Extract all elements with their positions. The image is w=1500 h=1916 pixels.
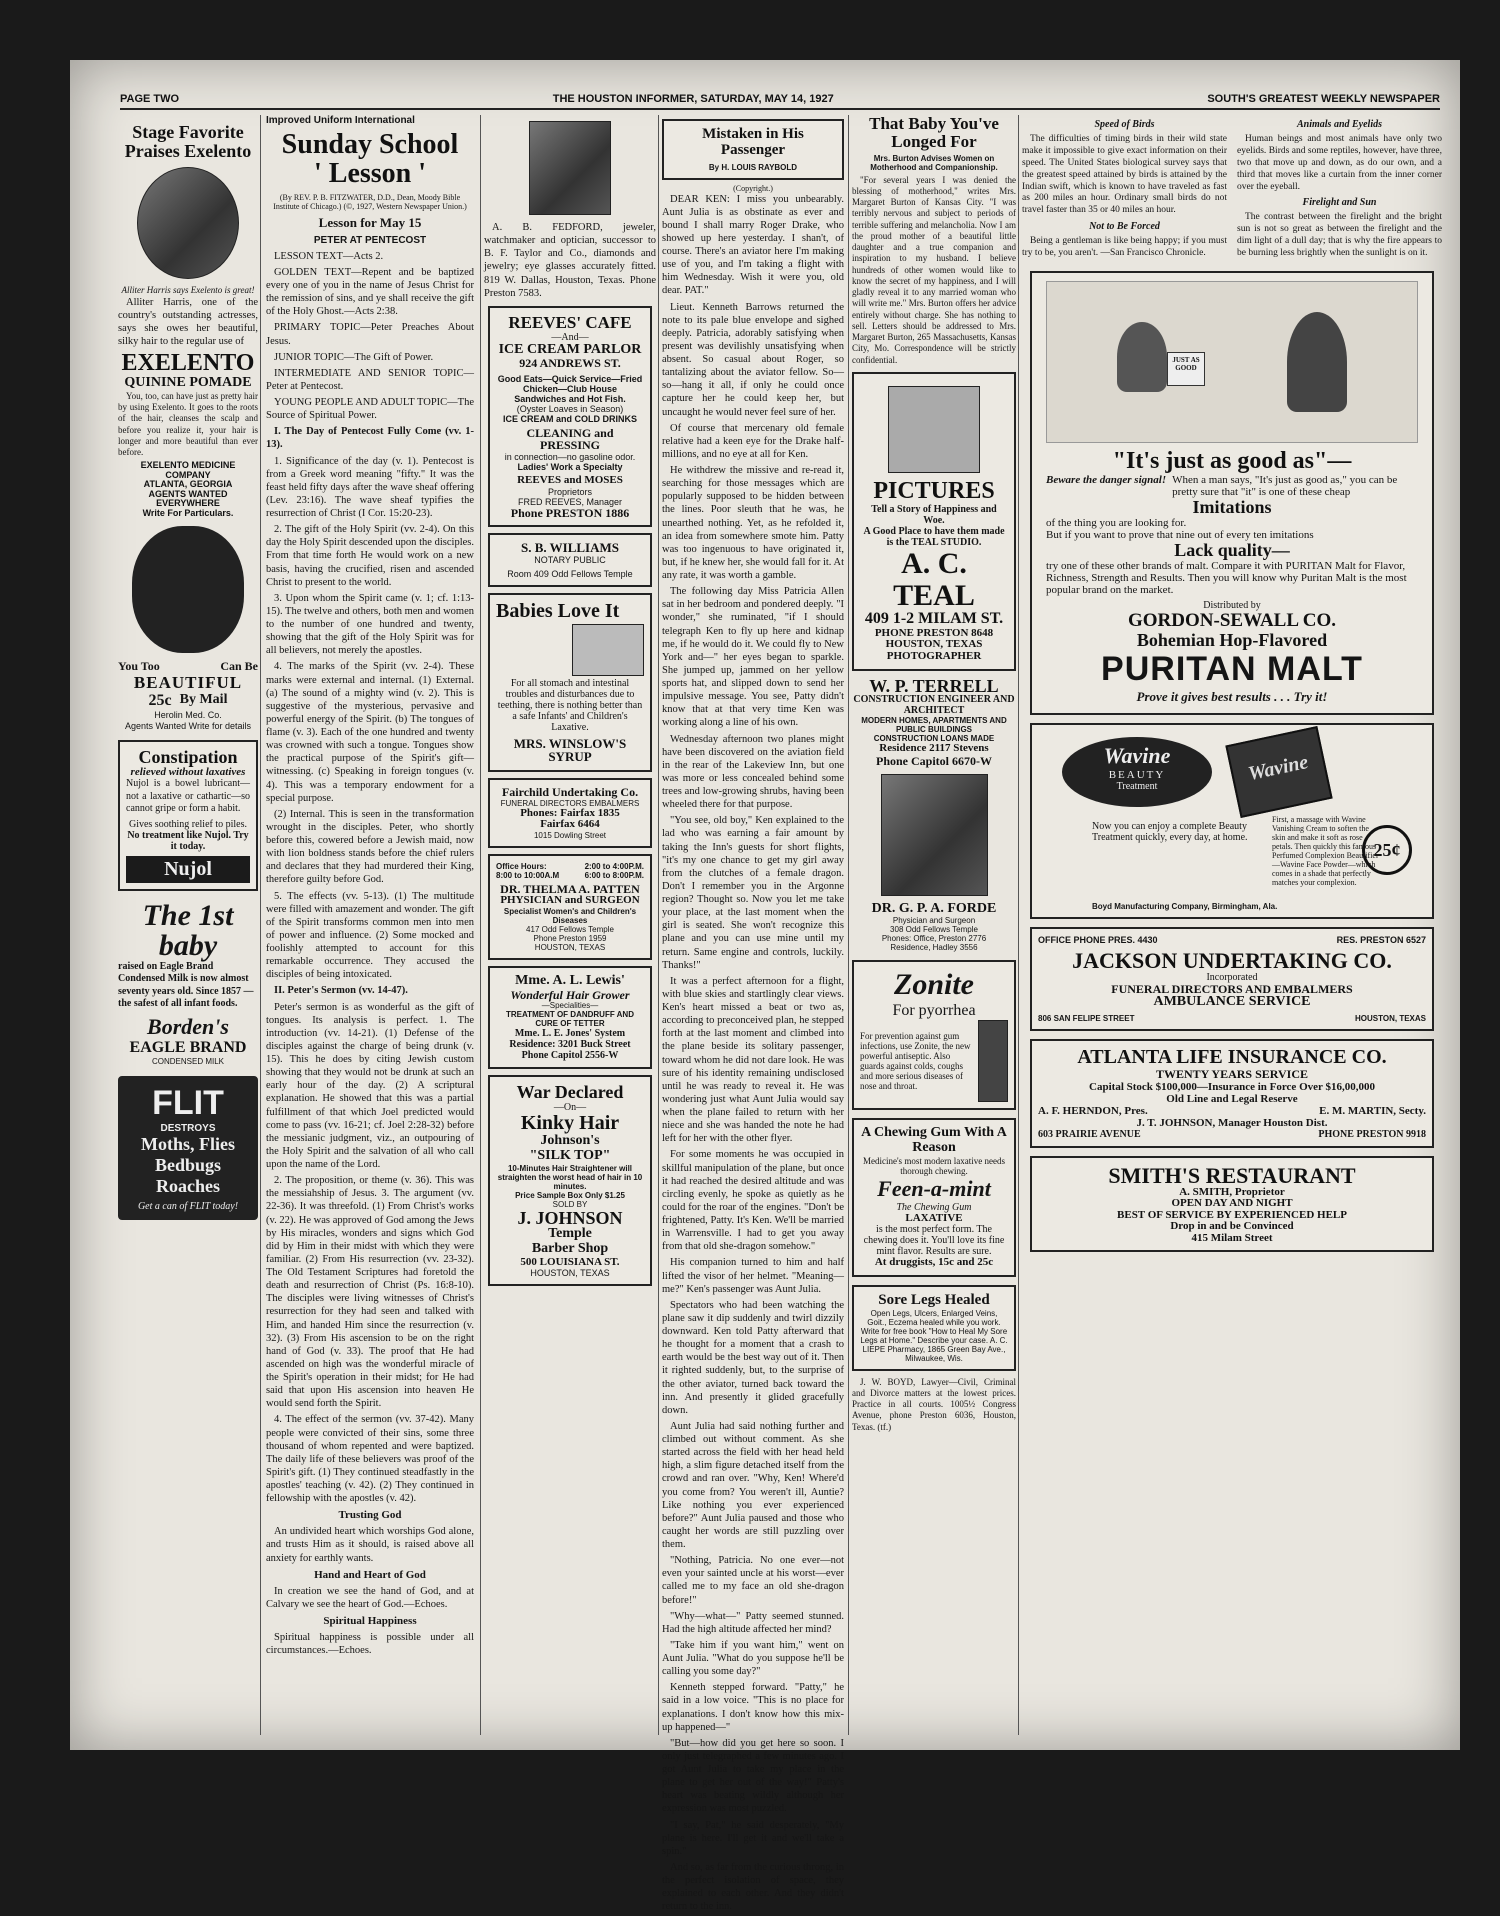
sore-text: Open Legs, Ulcers, Enlarged Veins, Goit., Eczema healed while you work. Write for free book "How to Heal My Sore Legs at Home." Describe your case. A. C. LIEPE Pharmacy, 1865 Green Bay Ave., Milwaukee, Wis.: [860, 1308, 1008, 1363]
teal-phone: PHONE PRESTON 8648: [874, 626, 994, 639]
feen-text: is the most perfect form. The chewing does it. You'll love its fine mint flavor. Results are sure.: [863, 1224, 1005, 1258]
exelento-company: EXELENTO MEDICINE COMPANY: [140, 460, 236, 480]
reeves-mgr: FRED REEVES, Manager: [517, 496, 623, 507]
lesson-paragraph: 3. Upon whom the Spirit came (v. 1; cf. 1:13-15). The twelve and others, both men and women to the number of one hundred and twenty, showing that the gift of the Holy Spirit was for all believers, not merely the apostles.: [266, 592, 475, 657]
wavine-text1: Now you can enjoy a complete Beauty Treatment quickly, every day, at home.: [1092, 820, 1248, 843]
fairchild-head: Fairchild Undertaking Co.: [501, 785, 639, 800]
lesson-paragraph: Spiritual happiness is possible under all circumstances.—Echoes.: [266, 1631, 474, 1657]
patten-hours-1: 2:00 to 4:00P.M.: [584, 861, 644, 871]
atlanta-pres: A. F. HERNDON, Pres.: [1038, 1104, 1148, 1117]
exelento-write: Write For Particulars.: [142, 507, 234, 518]
story-paragraph: "I say, Pat," he said desperately, "My plane is here. I'll get it and we'll take a spin.": [662, 1819, 844, 1857]
war-city: HOUSTON, TEXAS: [530, 1268, 610, 1279]
column-2: [266, 115, 474, 1660]
exelento-text: You, too, can have just as pretty hair by using Exelento. It goes to the roots of the hair, cleanses the scalp and before you realize it, your hair is longer and more beautiful than ever before.: [118, 390, 258, 458]
malt-cartoon: [1046, 281, 1418, 443]
williams-room: Room 409 Odd Fellows Temple: [507, 568, 633, 579]
war-on: —On—: [553, 1102, 587, 1114]
fairchild-ad: [488, 778, 652, 848]
wavine-box-label: Wavine: [1246, 750, 1311, 785]
teal-tell: Tell a Story of Happiness and Woe.: [871, 504, 997, 527]
winslow-ad: [488, 593, 652, 772]
wavine-treat: Treatment: [1116, 780, 1158, 792]
exelento-body: Alliter Harris, one of the country's outstanding actresses, says she owes her beautiful, silky hair to the regular use of: [118, 296, 258, 347]
forde-ad: [852, 902, 1016, 953]
teal-place: A Good Place to have them made is the TEAL STUDIO.: [863, 526, 1005, 549]
smith-open: OPEN DAY AND NIGHT: [1171, 1197, 1293, 1210]
terrell-loans: CONSTRUCTION LOANS MADE: [873, 734, 995, 744]
forde-phone: Phones: Office, Preston 2776: [881, 934, 987, 944]
filler-right: [1237, 115, 1442, 263]
forde-title: Physician and Surgeon: [892, 916, 976, 926]
terrell-phone: Phone Capitol 6670-W: [875, 754, 992, 768]
baby-word: baby: [158, 928, 218, 962]
story-paragraph: Of course that mercenary old female relative had a keen eye for the Drake half-millions, and no eye at all for Ken.: [662, 422, 844, 460]
reeves-gas: in connection—no gasoline odor.: [504, 452, 636, 463]
speed-head: Speed of Birds: [1094, 119, 1155, 130]
story-paragraph: Aunt Julia had said nothing further and climbed out without comment. As she started across the field with her head held high, a slim figure detached itself from the crowd and ran over. "Why, Ken! Where'd you come from? You weren't ill, Auntie? Like nothing you ever experienced before?" Aunt Julia paused and those who caught her words are still puzzling over them.: [662, 1420, 844, 1550]
malt-text1: When a man says, "It's just as good as," you can be pretty sure that "it" is one of these cheap: [1172, 474, 1398, 499]
lesson-paragraph: (2) Internal. This is seen in the transformation wrought in the disciples. Peter, who shortly before this, cowered before a Jewish maid, now with lion boldness stands before the chief rulers and declares that they had murdered their King, therefore guilty before God.: [266, 808, 474, 886]
forced-head: Not to Be Forced: [1089, 221, 1160, 233]
camera-illustration: [888, 386, 980, 473]
sunday-byline: (By REV. P. B. FITZWATER, D.D., Dean, Moody Bible Institute of Chicago.) (©, 1927, Western Newspaper Union.): [273, 192, 467, 211]
malt-brand: PURITAN MALT: [1101, 649, 1363, 688]
patten-name: DR. THELMA A. PATTEN: [500, 881, 640, 896]
wavine-co: Boyd Manufacturing Company, Birmingham, Ala.: [1092, 901, 1278, 911]
williams-title: NOTARY PUBLIC: [534, 554, 606, 565]
lesson-paragraph: PRIMARY TOPIC—Peter Preaches About Jesus.: [266, 322, 474, 347]
beauty-portrait: [132, 526, 244, 653]
malt-lack: Lack quality—: [1174, 539, 1290, 560]
fairchild-sub: FUNERAL DIRECTORS EMBALMERS: [500, 798, 640, 808]
bordens: Borden's: [147, 1013, 229, 1039]
story-paragraph: Spectators who had been watching the plane saw it dip suddenly and twirl dizzily downward. Ken told Patty afterward that he thought for a moment that a crash to earth would be the best way out of it. Then it righted suddenly, but, to the surprise of the other aviator, turned back toward the inn. And presently it glided gracefully down.: [662, 1299, 844, 1416]
sore-legs-ad: [852, 1285, 1016, 1371]
baby-illustration: [572, 624, 644, 676]
forde-addr: 308 Odd Fellows Temple: [890, 925, 978, 935]
jackson-city: HOUSTON, TEXAS: [1355, 1014, 1426, 1024]
patten-city: HOUSTON, TEXAS: [534, 942, 606, 952]
teal-photo: PHOTOGRAPHER: [886, 650, 982, 663]
terrell-title: CONSTRUCTION ENGINEER AND ARCHITECT: [853, 694, 1015, 716]
puritan-malt-ad: [1030, 271, 1434, 715]
flit-logo: FLIT: [152, 1083, 224, 1122]
terrell-name: W. P. TERRELL: [869, 675, 999, 696]
lesson-paragraph: In creation we see the hand of God, and at Calvary we see the heart of God.—Echoes.: [266, 1585, 474, 1610]
baby-first: 1st: [198, 898, 234, 932]
war-text: 10-Minutes Hair Straightener will straighten the worst head of hair in 10 minutes.: [497, 1163, 643, 1191]
atlanta-sec: E. M. MARTIN, Secty.: [1319, 1104, 1426, 1117]
malt-text2: of the thing you are looking for.: [1046, 516, 1187, 529]
teal-city: HOUSTON, TEXAS: [885, 638, 983, 651]
story-paragraph: Lieut. Kenneth Barrows returned the note to its pale blue envelope and sighed deeply. Patricia, adorably satisfying when present was devilishly unsatisfying when absent. So casual about Roger, so tantalizing about the aviator fellow. So—so—hang it all, if only he could once capture her he could keep her, but uncaught he would never feel sure of her.: [662, 301, 844, 418]
story-paragraph: DEAR KEN: I miss you unbearably. Aunt Julia is as obstinate as ever and bound I shall marry Roger Drake, who showed up here yesterday. I shan't, of course. There's an aviator here I'm making use of you, and I'm taking a flight with him Wednesday. Wish it were you, old dear. PAT.": [662, 193, 844, 297]
beautiful-you: You Too: [118, 659, 160, 674]
eyelids-head: Animals and Eyelids: [1296, 119, 1382, 130]
gum-sub: Medicine's most modern laxative needs thorough chewing.: [862, 1155, 1006, 1176]
reeves-props: REEVES and MOSES: [517, 474, 623, 487]
lewis-phone: Phone Capitol 2556-W: [521, 1050, 619, 1062]
story-paragraph: "Why—what—" Patty seemed stunned. Had the high altitude affected her mind?: [662, 1610, 844, 1635]
baby-longed-head: That Baby You've Longed For: [869, 114, 999, 151]
wavine-box-illustration: [1225, 726, 1332, 818]
patten-hours-row: [496, 871, 644, 880]
malt-beware: Beware the danger signal!: [1046, 474, 1167, 487]
lesson-paragraph: YOUNG PEOPLE AND ADULT TOPIC—The Source of Spiritual Power.: [266, 397, 474, 422]
reeves-parlor: ICE CREAM PARLOR: [498, 341, 642, 357]
malt-prove: Prove it gives best results . . . Try it!: [1136, 688, 1328, 704]
terrell-ad: [852, 677, 1016, 768]
malt-intro: [1046, 474, 1418, 498]
patten-ad: [488, 854, 652, 960]
eagle-brand-ad: [118, 898, 258, 1066]
beautiful-word: BEAUTIFUL: [133, 673, 243, 693]
forced-text: Being a gentleman is like being happy; if you must try to be, you aren't. —San Francisco Chronicle.: [1022, 236, 1227, 258]
zonite-logo: Zonite: [894, 968, 974, 1002]
williams-ad: [488, 533, 652, 587]
story-title-box: [662, 119, 844, 180]
zonite-body: [860, 1020, 1008, 1102]
atlanta-mgr: J. T. JOHNSON, Manager Houston Dist.: [1136, 1116, 1328, 1129]
wavine-beauty: BEAUTY: [1108, 768, 1166, 781]
column-6: [1022, 115, 1442, 1260]
lewis-head: Mme. A. L. Lewis': [515, 972, 625, 988]
atlanta-life-ad: [1030, 1039, 1434, 1148]
malt-bohemian: Bohemian Hop-Flavored: [1136, 629, 1328, 650]
beautiful-company: Herolin Med. Co.: [154, 709, 222, 720]
column-5: [852, 115, 1016, 1436]
lesson-for: Lesson for May 15: [318, 214, 422, 230]
zonite-for: For pyorrhea: [892, 1002, 976, 1020]
column-rule: [848, 115, 849, 1735]
column-rule: [1018, 115, 1019, 1735]
lewis-sub: Wonderful Hair Grower: [510, 987, 630, 1002]
constipation-text: Nujol is a bowel lubricant—not a laxative or cathartic—so cannot gripe or form a habit.: [126, 778, 250, 815]
jackson-ad: [1030, 927, 1434, 1031]
feen-price: At druggists, 15c and 25c: [874, 1256, 994, 1269]
zonite-ad: [852, 960, 1016, 1110]
baby-the: The: [142, 898, 191, 932]
feenamint-logo: Feen-a-mint: [877, 1175, 991, 1201]
war-shop: Barber Shop: [531, 1241, 609, 1257]
man-figure-left: [1117, 322, 1167, 392]
fedford-portrait: [529, 121, 611, 215]
zonite-text: For prevention against gum infections, use Zonite, the new powerful antiseptic. Also guards against colds, coughs and more serious diseases of nose and throat.: [860, 1031, 971, 1092]
constipation-note: No treatment like Nujol. Try it today.: [127, 829, 249, 852]
terrell-res: Residence 2117 Stevens: [879, 742, 989, 755]
story-paragraph: "Take him if you want him," went on Aunt Julia. "What do you suppose he'll be calling you some day?": [662, 1639, 844, 1678]
lesson-paragraph: JUNIOR TOPIC—The Gift of Power.: [274, 351, 434, 363]
williams-name: S. B. WILLIAMS: [520, 540, 619, 556]
exelento-caption: Alliter Harris says Exelento is great!: [121, 284, 255, 295]
smith-name: SMITH'S RESTAURANT: [1108, 1162, 1356, 1188]
reeves-ladies: Ladies' Work a Specialty: [517, 462, 623, 473]
winslow-brand: MRS. WINSLOW'S SYRUP: [513, 735, 627, 765]
forde-res: Residence, Hadley 3556: [890, 943, 978, 953]
condensed-milk: CONDENSED MILK: [151, 1056, 224, 1066]
column-4: [662, 115, 844, 1916]
reeves-phone: Phone PRESTON 1886: [510, 505, 630, 520]
story-paragraph: It was a perfect afternoon for a flight, with blue skies and startlingly clear views. Ken's heart missed a beat or two as, according to preconceived plan, he stepped forth at the last moment and climbed into the plane beside its solitary passenger, toward whom he did not dare look. He was sure of his identity remaining undisclosed until he was ready to reveal it. He was wondering just what Aunt Julia would say when the plane failed to return with her niece and she was handed the note he had left for her with the other flyer.: [662, 975, 844, 1145]
malt-text4: try one of these other brands of malt. Compare it with PURITAN Malt for Flavor, Richness, Strength and Results. Then you will know why Puritan Malt is the most popular brand on the market.: [1046, 559, 1407, 596]
wavine-text2: First, a massage with Wavine Vanishing Cream to soften the skin and make it soft as rose petals. Then quickly this famous Perfumed Complexion Beautifier—Wavine Face Powder—which comes in a shade that perfectly matches your complexion.: [1272, 814, 1379, 887]
johnson-ad: [488, 1075, 652, 1286]
beautiful-price: 25c: [148, 691, 172, 709]
smith-drop: Drop in and be Convinced: [1170, 1220, 1294, 1233]
patten-phone: Phone Preston 1959: [533, 933, 607, 943]
wavine-logo: [1062, 737, 1212, 807]
fairchild-phone1: Phones: Fairfax 1835: [520, 806, 620, 819]
jackson-amb: AMBULANCE SERVICE: [1153, 994, 1311, 1010]
lesson-paragraph: 5. The effects (vv. 5-13). (1) The multitude were filled with amazement and wonder. The gift of the Spirit transforms common men into men of power and influence. (2) Some mocked and foolishly attempted to account for this remarkable occurrence. They accused the disciples of being intoxicated.: [266, 890, 474, 981]
terrell-homes: MODERN HOMES, APARTMENTS AND PUBLIC BUILDINGS: [861, 716, 1007, 735]
malt-can-sign: JUST AS GOOD: [1167, 352, 1205, 386]
war-kinky: Kinky Hair: [520, 1112, 620, 1135]
exelento-product: QUININE POMADE: [124, 375, 252, 391]
patten-spec: Specialist Women's and Children's Diseases: [503, 906, 637, 925]
feenamint-ad: [852, 1118, 1016, 1276]
exelento-city: ATLANTA, GEORGIA: [143, 479, 233, 490]
jackson-name: JACKSON UNDERTAKING CO.: [1072, 947, 1392, 973]
jackson-address-row: [1038, 1014, 1426, 1023]
babies-head: Babies Love It: [496, 599, 620, 622]
flit-bedbugs: Bedbugs: [154, 1154, 222, 1175]
nujol-ad: [118, 740, 258, 891]
reeves-and: —And—: [551, 331, 589, 343]
patten-hours-row: [496, 862, 644, 871]
patten-title: PHYSICIAN and SURGEON: [500, 894, 640, 907]
gum-head: A Chewing Gum With A Reason: [861, 1125, 1007, 1155]
reeves-addr: 924 ANDREWS ST.: [519, 356, 621, 371]
exelento-agents: AGENTS WANTED EVERYWHERE: [148, 488, 228, 509]
constipation-head: Constipation: [138, 746, 238, 767]
filler-left: [1022, 115, 1227, 263]
wavine-price: 25¢: [1362, 825, 1412, 875]
lesson-sub: PETER AT PENTECOST: [313, 234, 427, 246]
reeves-cafe-ad: [488, 306, 652, 527]
baby-text: raised on Eagle Brand Condensed Milk is now almost seventy years old. Since 1857 —the safest of all infant foods.: [118, 960, 254, 1010]
smith-best: BEST OF SERVICE BY EXPERIENCED HELP: [1117, 1208, 1347, 1221]
newspaper-page: [70, 60, 1460, 1913]
reeves-clean: CLEANING and PRESSING: [526, 425, 614, 453]
patten-hours-2: 8:00 to 10:00A.M: [496, 870, 560, 880]
malt-dist: Distributed by: [1203, 599, 1261, 611]
jackson-addr: 806 SAN FELIPE STREET: [1038, 1014, 1135, 1024]
nujol-logo: Nujol: [126, 856, 250, 883]
eyelids-text: Human beings and most animals have only two eyelids. Birds and some reptiles, however, have three, two that move up and down, as do our own, and a third that moves like a curtain from the inner corner over the eyeball.: [1237, 134, 1442, 192]
babies-text: For all stomach and intestinal troubles and disturbances due to teething, there is nothing better than a safe Infants' and Children's Laxative.: [497, 677, 643, 733]
smith-prop: A. SMITH, Proprietor: [1179, 1185, 1285, 1198]
jackson-office: OFFICE PHONE PRES. 4430: [1038, 934, 1158, 945]
lesson-paragraph: 2. The proposition, or theme (v. 36). This was the messiahship of Jesus. 3. The argument (vv. 22-36). It was threefold. (1) From Christ's works (v. 22). He was approved of God among the Jews by His miracles, wonders and signs which God did by Him in their midst with which they were familiar. (2) From His resurrection (vv. 23-32). The Old Testament Scriptures had foretold the death and resurrection of Christ (Ps. 16:8-10). The disciples were living witnesses of Christ's resurrection for they had seen and talked with Him, and handed Him since the resurrection (v. 32). (3) From His ascension to be on the right hand of God (v. 33). The proof that He had ascended on high was the wonderful miracle of the Spirit's operation in their midst; for He had said that upon His ascension into heaven He would send forth the Spirit.: [266, 1175, 474, 1410]
story-paragraph: He withdrew the missive and re-read it, searching for those messages which are popularly supposed to be hidden between the lines. Poor sleuth that he was, he unearthed nothing. Yet, as he refolded it, an idea from somewhere smote him. Patty was too ingenuous to have originated it, but, if he knew her, she would fall for it. At any rate, it was worth a gamble.: [662, 465, 844, 581]
story-paragraph: Kenneth stepped forward. "Patty," he said in a low voice. "This is no place for explanations. I don't know how this mix-up happened—": [662, 1682, 844, 1733]
wavine-ad: [1030, 723, 1434, 919]
paper-slogan: SOUTH'S GREATEST WEEKLY NEWSPAPER: [1207, 93, 1440, 105]
malt-company: GORDON-SEWALL CO.: [1128, 609, 1336, 631]
war-johnson: Johnson's: [540, 1133, 600, 1149]
forde-name: DR. G. P. A. FORDE: [871, 900, 997, 916]
atlanta-name: ATLANTA LIFE INSURANCE CO.: [1077, 1046, 1387, 1069]
pictures-head: PICTURES: [873, 477, 995, 504]
baby-longed-sub: Mrs. Burton Advises Women on Motherhood and Companionship.: [870, 153, 998, 172]
zonite-bottle: [978, 1020, 1008, 1102]
malt-imitations: Imitations: [1192, 497, 1272, 518]
story-paragraph: His companion turned to him and half lifted the visor of her helmet. "Meaning—me?" Ken's passenger was Aunt Julia.: [662, 1257, 844, 1295]
firelight-text: The contrast between the firelight and the bright sun is not so great as between the firelight and the dim light of a dull day; that is why the fire appears to be burning less brightly when the sunlight is on it.: [1237, 212, 1442, 258]
jackson-res: RES. PRESTON 6527: [1336, 934, 1426, 945]
malt-text3: But if you want to prove that nine out of every ten imitations: [1046, 528, 1314, 541]
boyd-notice: J. W. BOYD, Lawyer—Civil, Criminal and Divorce matters at the lowest prices. Practice in all courts. 1005½ Congress Avenue, phone Preston 6036, Houston, Texas. (tf.): [852, 1376, 1016, 1432]
spiritual-happiness-head: Spiritual Happiness: [323, 1614, 417, 1627]
constipation-relief: Gives soothing relief to piles.: [128, 818, 248, 830]
patten-addr: 417 Odd Fellows Temple: [526, 924, 614, 934]
war-temple: Temple: [548, 1226, 592, 1242]
actress-portrait: [137, 167, 239, 279]
lesson-paragraph: LESSON TEXT—Acts 2.: [274, 250, 384, 262]
paper-title-date: THE HOUSTON INFORMER, SATURDAY, MAY 14, 1927: [552, 93, 834, 105]
speed-text: The difficulties of timing birds in their wild state make it impossible to give exact information on their speed. The United States biological survey says that the greatest speed attained by birds is attained by the Indian swift, which is known to have traveled as fast as 200 miles an hour. Ordinary small birds do not travel faster than 35 or 40 miles an hour.: [1022, 134, 1227, 216]
reeves-ice: ICE CREAM and COLD DRINKS: [502, 413, 637, 424]
jackson-fun: FUNERAL DIRECTORS AND EMBALMERS: [1111, 981, 1353, 996]
sunday-title-2: ' Lesson ': [313, 158, 427, 190]
story-paragraph: Wednesday afternoon two planes might have been discovered on the aviation field in the rear of the Lakeview Inn, but one was more or less concealed behind some trees and low-growing shrubs, having been wheeled there for that purpose.: [662, 733, 844, 811]
masthead: [120, 90, 1440, 110]
atlanta-addr: 603 PRAIRIE AVENUE: [1038, 1128, 1141, 1140]
patten-hours-label: Office Hours:: [496, 861, 547, 871]
reeves-oyster: (Oyster Loaves in Season): [516, 403, 624, 414]
war-silk: "SILK TOP": [529, 1147, 611, 1163]
constipation-sub: relieved without laxatives: [130, 766, 246, 779]
lewis-treat: TREATMENT OF DANDRUFF AND CURE OF TETTER: [506, 1010, 634, 1029]
feen-lax: LAXATIVE: [905, 1211, 963, 1224]
sunday-kicker: Improved Uniform International: [266, 115, 415, 126]
jackson-phones: [1038, 935, 1426, 945]
feen-chew: The Chewing Gum: [896, 1201, 972, 1213]
flit-ad: [118, 1076, 258, 1220]
exelento-headline: Stage Favorite Praises Exelento: [124, 122, 252, 161]
fairchild-phone2: Fairfax 6464: [540, 818, 600, 831]
hand-heart-head: Hand and Heart of God: [314, 1568, 426, 1581]
reeves-head: REEVES' CAFE: [508, 312, 632, 332]
column-rule: [260, 115, 261, 1735]
war-sold: SOLD BY: [552, 1199, 588, 1209]
beautiful-mail: By Mail: [179, 691, 228, 707]
lesson-paragraph: An undivided heart which worships God alone, and trusts Him as it should, is raised above all anxiety for earthly wants.: [266, 1526, 474, 1564]
teal-studio-ad: [852, 372, 1016, 671]
fedford-notice: A. B. FEDFORD, jeweler, watchmaker and optician, successor to B. F. Taylor and Co., diamonds and jewelry; eye glasses accurately fitted. 819 W. Dallas, Houston, Texas. Phone Preston 7583.: [484, 222, 656, 299]
reeves-eats: Good Eats—Quick Service—Fried Chicken—Club House Sandwiches and Hot Fish.: [497, 373, 643, 404]
war-price: Price Sample Box Only $1.25: [515, 1190, 625, 1200]
malt-head: "It's just as good as"—: [1112, 447, 1352, 474]
sore-head: Sore Legs Healed: [878, 1291, 990, 1308]
wavine-brand: Wavine: [1103, 742, 1171, 768]
story-byline: By H. LOUIS RAYBOLD: [708, 162, 798, 172]
man-figure-right: [1287, 312, 1347, 412]
atlanta-address-row: [1038, 1129, 1426, 1140]
baby-headline: [118, 898, 258, 962]
lesson-paragraph: 1. Significance of the day (v. 1). Pentecost is from a Greek word meaning "fifty." It was the feast held fifty days after the wave sheaf offering (Lev. 23:16). The wave sheaf typifies the resurrection of Christ (I Cor. 15:20-23).: [266, 455, 474, 520]
atlanta-old: Old Line and Legal Reserve: [1166, 1092, 1298, 1105]
page-number: PAGE TWO: [120, 93, 180, 105]
story-paragraph: "But—how did you get here so soon. I only just telegraphed a few minutes ago. I got Aunt Julia to take my place in the plane to get her out of the way!" Patty's heart was beating wildly although her expression was most puzzled.: [662, 1737, 844, 1815]
patten-hours-3: 6:00 to 8:00P.M.: [584, 870, 644, 880]
baby-longed-text: "For several years I was denied the blessing of motherhood," writes Mrs. Margaret Burton of Kansas City. "I was terribly nervous and subject to periods of terrible suffering and melancholia. Now I am the proud mother of a beautiful little daughter and a true companion and inspiration to my husband. I believe hundreds of other women would like to know the secret of my happiness, and I will gladly reveal it to any married woman who will write me." Mrs. Burton offers her advice entirely without charge. She has nothing to sell. Letters should be addressed to Mrs. Margaret Burton, 265 Massachusetts, Kansas City, Mo. Correspondence will be strictly confidential.: [852, 174, 1016, 365]
firelight-head: Firelight and Sun: [1302, 197, 1377, 209]
lesson-paragraph: 2. The gift of the Holy Spirit (vv. 2-4). On this day the Holy Spirit descended upon the disciples. From that time forth He would work on a new basis, having the crucified, risen and ascended Christ to present to the world.: [266, 524, 474, 588]
war-head: War Declared: [516, 1082, 624, 1103]
story-paragraph: "Nothing, Patricia. No one ever—not even your sainted uncle at his worst—ever called me to my face an old she-dragon before!": [662, 1555, 844, 1606]
flit-moths: Moths, Flies: [141, 1133, 235, 1154]
story-paragraph: For some moments he was occupied in skillful manipulation of the plane, but once it had reached the desired altitude and was circling evenly, he spoke as quietly as he could for the roar of the engines. "Don't be frightened, Patty. It's Ken. We'll be married in Warrensville. I had to get you away from that old she-dragon somehow.": [662, 1149, 844, 1253]
forde-portrait: [881, 774, 988, 896]
smith-restaurant-ad: [1030, 1156, 1434, 1253]
atlanta-officers: [1038, 1105, 1426, 1117]
war-name: J. JOHNSON: [517, 1207, 623, 1228]
war-addr: 500 LOUISIANA ST.: [520, 1255, 620, 1268]
lewis-spec: —Specialities—: [541, 1001, 599, 1011]
atlanta-years: TWENTY YEARS SERVICE: [1155, 1067, 1309, 1082]
lewis-res: Residence: 3201 Buck Street: [509, 1039, 631, 1051]
column-3: [484, 115, 656, 1292]
story-paragraph: "You see, old boy," Ken explained to the lad who was earning a fair amount by taking the Inn's guests for short flights, "it's my one chance to get my girl away from the clutches of a female dragon. Don't I remember you in the Argonne region? Thought so. Now you let me take your place, at the last moment when the girl is seated. She won't recognize this plane and you can use mine until my return. Same engine and controls, luckily. Thanks!": [662, 815, 844, 971]
lesson-section-head: I. The Day of Pentecost Fully Come (vv. 1-13).: [266, 426, 474, 451]
lewis-system: Mme. L. E. Jones' System: [514, 1028, 626, 1040]
lesson-paragraph: INTERMEDIATE AND SENIOR TOPIC—Peter at Pentecost.: [266, 367, 474, 392]
story-paragraph: And so, as far from the curious throng, in the perfect isolation of space, they explained to each other. And they didn't return to the inn.: [662, 1861, 844, 1913]
fillers-row: [1022, 115, 1442, 263]
atlanta-phone: PHONE PRESTON 9918: [1318, 1128, 1426, 1140]
story-title: Mistaken in His Passenger: [702, 126, 804, 158]
atlanta-cap: Capital Stock $100,000—Insurance in Force Over $16,00,000: [1089, 1080, 1375, 1093]
column-1: [118, 115, 258, 1230]
flit-tag: Get a can of FLIT today!: [137, 1200, 239, 1212]
beautiful-line: [118, 659, 258, 674]
sunday-title-1: Sunday School: [281, 129, 459, 160]
lesson-section-head: II. Peter's Sermon (vv. 14-47).: [274, 985, 408, 997]
reeves-prop: Proprietors: [547, 486, 592, 497]
teal-name: A. C. TEAL: [893, 547, 975, 612]
column-rule: [658, 115, 659, 1735]
lesson-paragraph: 4. The marks of the Spirit (vv. 2-4). These marks were external and internal. (1) External. (a) The sound of a mighty wind (v. 2). This is suggestive of the mysterious, pervasive and powerful energy of the Spirit. (b) The tongues of flame (v. 3). Each of the one hundred and twenty was crowned with such a tongue. Tongues show the practical purpose of the Spirit's gift—witnessing. (c) Speaking in foreign tongues (v. 4). This was a temporary endowment for a special purpose.: [266, 661, 474, 804]
flit-destroys: DESTROYS: [160, 1122, 216, 1134]
column-rule: [480, 115, 481, 1735]
lesson-paragraph: 4. The effect of the sermon (vv. 37-42). Many people were convicted of their sins, some three thousand of whom repented and were baptized. The daily life of these believers was proof of the Spirit's gift. (1) They continued steadfastly in the apostles' teaching (v. 42). (2) They continued in fellowship with the apostles (v. 42).: [266, 1414, 474, 1505]
story-paragraph: The following day Miss Patricia Allen sat in her bedroom and pondered deeply. "I wonder," she ruminated, "if I should telegraph Ken to fly up here and kidnap me, if he would do it. We could fly to New York and—" her eyes began to sparkle. She jumped up, jammed on her yellow sports hat, and slipped down to send her impulsive message. You see, Patty didn't know that at that very time Ken was working along a line of his own.: [662, 586, 844, 729]
lewis-ad: [488, 966, 652, 1069]
story-copyright: (Copyright.): [733, 183, 773, 193]
fairchild-addr: 1015 Dowling Street: [533, 830, 607, 840]
teal-addr: 409 1-2 MILAM ST.: [864, 610, 1004, 628]
beautiful-price-line: [118, 692, 258, 710]
exelento-brand: EXELENTO: [121, 350, 255, 377]
eagle-brand: EAGLE BRAND: [129, 1038, 247, 1056]
jackson-inc: Incorporated: [1206, 971, 1258, 983]
beautiful-agents: Agents Wanted Write for details: [124, 720, 252, 731]
lesson-paragraph: Peter's sermon is as wonderful as the gift of tongues. Its analysis is perfect. 1. The introduction (vv. 14-21). (1) Defense of the disciples against the charge of being drunk (v. 15). This he does by citing Jewish custom showing that they would not be drunk at such an early hour of the day. (2) A scriptural explanation. He showed that this was a partial fulfillment of that which Joel predicted would come to pass (vv. 16-21; cf. Joel 2:28-32) before the messianic judgment, viz., an outpouring of the Holy Spirit and the salvation of all who call upon the name of the Lord.: [266, 1001, 474, 1171]
smith-addr: 415 Milam Street: [1191, 1231, 1273, 1244]
trusting-god-head: Trusting God: [338, 1509, 402, 1522]
beautiful-can: Can Be: [220, 659, 258, 674]
lesson-paragraph: GOLDEN TEXT—Repent and be baptized every one of you in the name of Jesus Christ for the remission of sins, and ye shall receive the gift of the Holy Ghost.—Acts 2:38.: [266, 266, 474, 318]
flit-roaches: Roaches: [156, 1175, 220, 1196]
